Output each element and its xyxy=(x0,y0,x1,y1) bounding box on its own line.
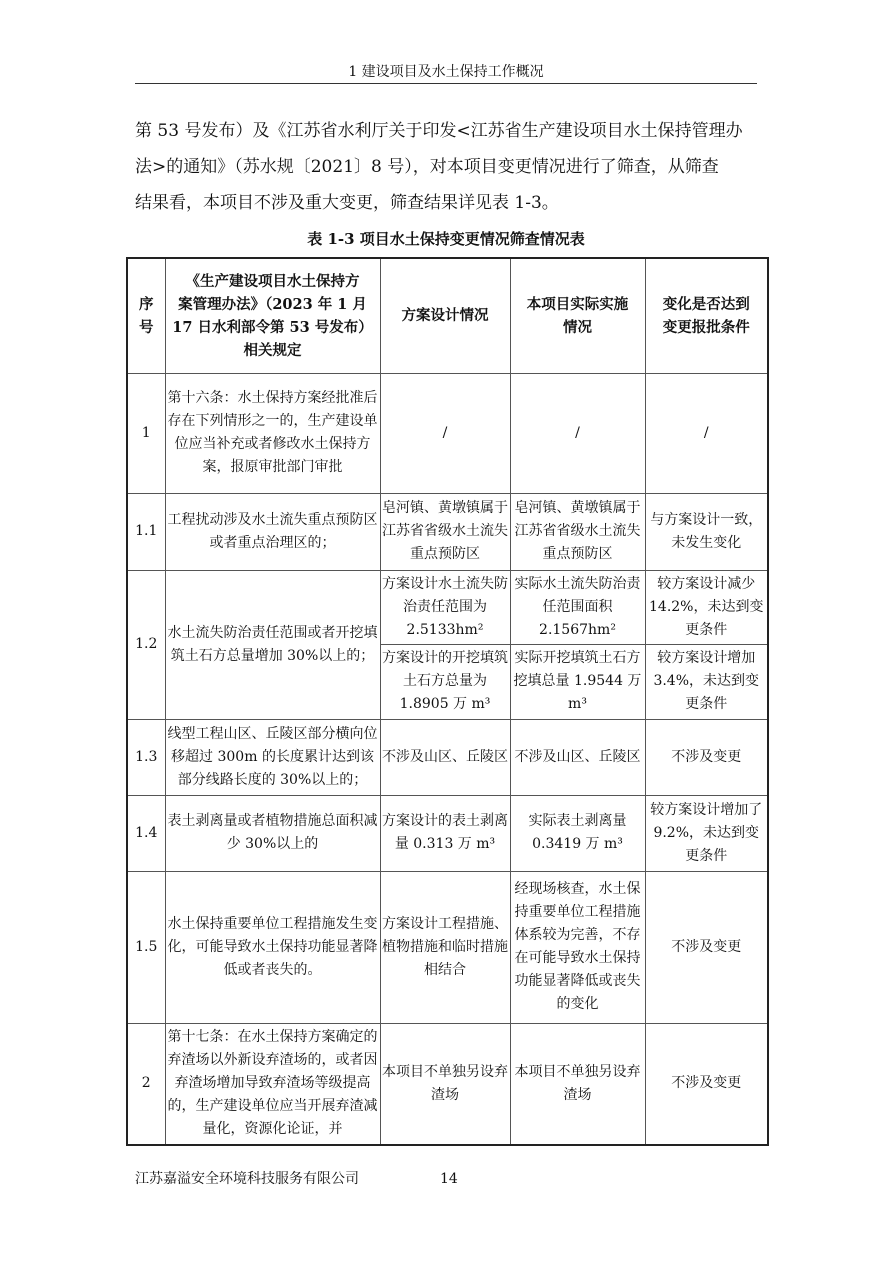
row-rule: 表土剥离量或者植物措施总面积减少 30%以上的 xyxy=(165,795,380,871)
row-no: 1 xyxy=(127,373,165,493)
row-actual: / xyxy=(510,373,645,493)
body-paragraph xyxy=(135,113,757,221)
table-row xyxy=(127,1023,768,1145)
table-caption: 表 1-3 项目水土保持变更情况筛查情况表 xyxy=(307,230,585,248)
row-design: 方案设计水土流失防治责任范围为 2.5133hm² xyxy=(380,570,510,644)
row-actual: 本项目不单独另设弃渣场 xyxy=(510,1023,645,1145)
header-no: 序 号 xyxy=(127,258,165,373)
row-change: 与方案设计一致，未发生变化 xyxy=(645,493,768,570)
row-rule: 工程扰动涉及水土流失重点预防区或者重点治理区的； xyxy=(165,493,380,570)
row-actual: 不涉及山区、丘陵区 xyxy=(510,719,645,795)
row-design: 方案设计工程措施、植物措施和临时措施相结合 xyxy=(380,871,510,1023)
row-design: 不涉及山区、丘陵区 xyxy=(380,719,510,795)
row-change: / xyxy=(645,373,768,493)
table-row xyxy=(127,719,768,795)
row-design: 皂河镇、黄墩镇属于江苏省省级水土流失重点预防区 xyxy=(380,493,510,570)
body-line: 法>的通知》（苏水规〔2021〕8 号），对本项目变更情况进行了筛查，从筛查 xyxy=(135,157,719,177)
row-change: 较方案设计增加 3.4%，未达到变更条件 xyxy=(645,644,768,719)
row-no: 1.4 xyxy=(127,795,165,871)
row-actual: 实际水土流失防治责任范围面积 2.1567hm² xyxy=(510,570,645,644)
table-row xyxy=(127,570,768,644)
row-actual: 实际表土剥离量 0.3419 万 m³ xyxy=(510,795,645,871)
row-rule: 线型工程山区、丘陵区部分横向位移超过 300m 的长度累计达到该部分线路长度的 30%以上的； xyxy=(165,719,380,795)
header-divider xyxy=(135,83,757,84)
body-line: 第 53 号发布）及《江苏省水利厅关于印发<江苏省生产建设项目水土保持管理办 xyxy=(135,121,743,141)
row-design: 方案设计的开挖填筑土石方总量为 1.8905 万 m³ xyxy=(380,644,510,719)
row-no: 1.3 xyxy=(127,719,165,795)
table-row xyxy=(127,871,768,1023)
row-change: 不涉及变更 xyxy=(645,719,768,795)
table-row xyxy=(127,373,768,493)
page-number: 14 xyxy=(440,1171,458,1187)
footer-company: 江苏嘉溢安全环境科技服务有限公司 xyxy=(135,1171,359,1187)
row-rule: 第十六条：水土保持方案经批准后存在下列情形之一的，生产建设单位应当补充或者修改水土保持方案，报原审批部门审批 xyxy=(165,373,380,493)
table-header-row xyxy=(127,258,768,373)
row-change: 较方案设计增加了 9.2%，未达到变更条件 xyxy=(645,795,768,871)
row-design: 方案设计的表土剥离量 0.313 万 m³ xyxy=(380,795,510,871)
page-header: 1 建设项目及水土保持工作概况 xyxy=(348,64,544,80)
header-change: 变化是否达到 变更报批条件 xyxy=(645,258,768,373)
table-row xyxy=(127,493,768,570)
header-actual: 本项目实际实施 情况 xyxy=(510,258,645,373)
row-actual: 实际开挖填筑土石方挖填总量 1.9544 万 m³ xyxy=(510,644,645,719)
table-row xyxy=(127,795,768,871)
row-rule: 水土流失防治责任范围或者开挖填筑土石方总量增加 30%以上的； xyxy=(165,570,380,719)
row-design: 本项目不单独另设弃渣场 xyxy=(380,1023,510,1145)
row-actual: 皂河镇、黄墩镇属于江苏省省级水土流失重点预防区 xyxy=(510,493,645,570)
row-change: 不涉及变更 xyxy=(645,1023,768,1145)
row-change: 较方案设计减少 14.2%，未达到变更条件 xyxy=(645,570,768,644)
row-design: / xyxy=(380,373,510,493)
row-rule: 水土保持重要单位工程措施发生变化，可能导致水土保持功能显著降低或者丧失的。 xyxy=(165,871,380,1023)
body-line: 结果看，本项目不涉及重大变更，筛查结果详见表 1-3。 xyxy=(135,193,559,213)
header-rule: 《生产建设项目水土保持方 案管理办法》（2023 年 1 月 17 日水利部令第 53 号发布） 相关规定 xyxy=(165,258,380,373)
row-rule: 第十七条：在水土保持方案确定的弃渣场以外新设弃渣场的，或者因弃渣场增加导致弃渣场等级提高的，生产建设单位应当开展弃渣减量化，资源化论证，并 xyxy=(165,1023,380,1145)
row-actual: 经现场核查，水土保持重要单位工程措施体系较为完善，不存在可能导致水土保持功能显著降低或丧失的变化 xyxy=(510,871,645,1023)
row-no: 1.1 xyxy=(127,493,165,570)
change-screening-table xyxy=(126,257,769,1146)
row-no: 1.5 xyxy=(127,871,165,1023)
row-no: 1.2 xyxy=(127,570,165,719)
row-no: 2 xyxy=(127,1023,165,1145)
header-design: 方案设计情况 xyxy=(380,258,510,373)
row-change: 不涉及变更 xyxy=(645,871,768,1023)
